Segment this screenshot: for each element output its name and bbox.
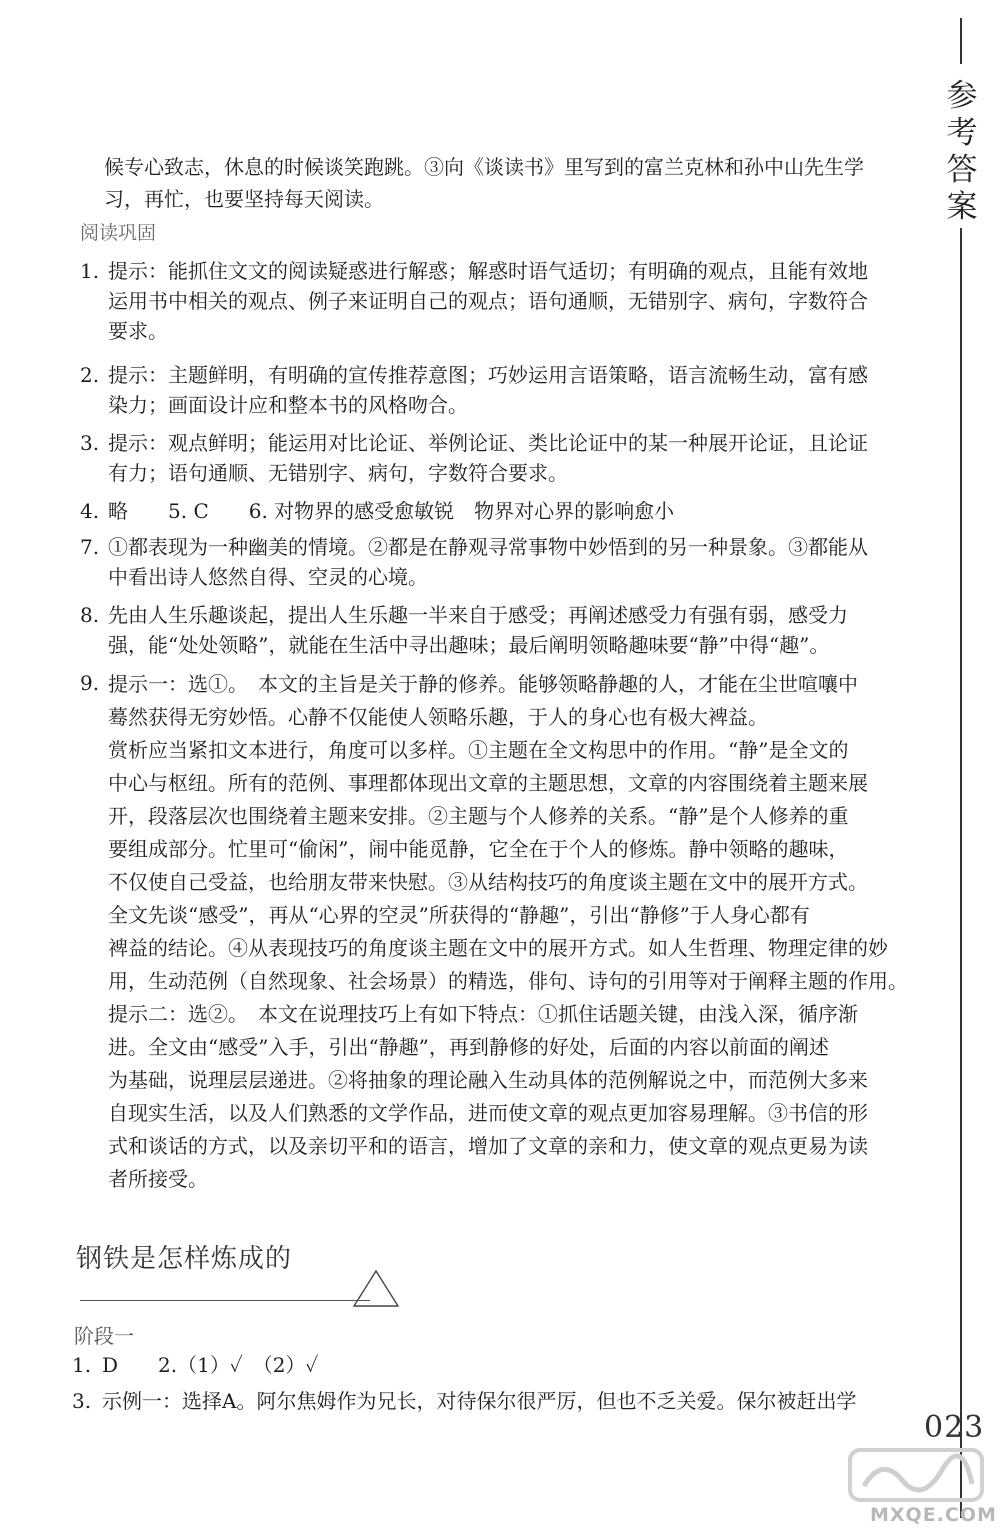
item-number: 3. — [72, 1389, 92, 1413]
item-line: 为基础，说理层层递进。②将抽象的理论融入生动具体的范例解说之中，而范例大多来 — [108, 1068, 868, 1092]
item-line: 强，能“处处领略”，就能在生活中寻出趣味；最后阐明领略趣味要“静”中得“趣”。 — [108, 633, 830, 657]
item-line: 开，段落层次也围绕着主题来安排。②主题与个人修养的关系。“静”是个人修养的重 — [108, 804, 849, 828]
item-line: 式和谈话的方式，以及亲切平和的语言，增加了文章的亲和力，使文章的观点更易为读 — [108, 1134, 868, 1158]
item-line: 蓦然获得无穷妙悟。心静不仅能使人领略乐趣，于人的身心也有极大裨益。 — [108, 705, 768, 729]
chapter-rule — [80, 1300, 370, 1301]
side-rule-bottom — [960, 228, 962, 1518]
side-tab-title — [942, 78, 982, 226]
item-number: 1. — [80, 259, 100, 283]
item-number: 4. — [80, 499, 100, 523]
item-line: 有力；语句通顺、无错别字、病句，字数符合要求。 — [108, 461, 568, 485]
answer-line: 示例一：选择A。阿尔焦姆作为兄长，对待保尔很严厉，但也不乏关爱。保尔被赶出学 — [102, 1389, 857, 1413]
item-number: 8. — [80, 603, 100, 627]
side-tab-char: 考 — [946, 115, 978, 151]
item-line: 自现实生活，以及人们熟悉的文学作品，进而使文章的观点更加容易理解。③书信的形 — [108, 1101, 868, 1125]
triangle-icon — [350, 1268, 402, 1310]
item-line: 者所接受。 — [108, 1167, 208, 1191]
chapter-title: 钢铁是怎样炼成的 — [76, 1244, 293, 1274]
page-number: 023 — [924, 1410, 985, 1445]
item-line: 要组成部分。忙里可“偷闲”，闹中能觅静，它全在于个人的修炼。静中领略的趣味， — [108, 837, 849, 861]
item-line: 略 5. C 6. 对物界的感受愈敏锐 物界对心界的影响愈小 — [108, 499, 675, 523]
item-line: 要求。 — [108, 319, 168, 343]
watermark-text: MXQE.COM — [870, 1504, 997, 1526]
item-line: 中看出诗人悠然自得、空灵的心境。 — [108, 565, 428, 589]
item-line: 先由人生乐趣谈起，提出人生乐趣一半来自于感受；再阐述感受力有强有弱，感受力 — [108, 603, 848, 627]
item-line: 运用书中相关的观点、例子来证明自己的观点；语句通顺，无错别字、病句，字数符合 — [108, 289, 868, 313]
answer-line: D 2.（1）✓ （2）✓ — [102, 1353, 319, 1377]
section-title: 阅读巩固 — [80, 222, 157, 244]
item-line: 染力；画面设计应和整本书的风格吻合。 — [108, 393, 468, 417]
intro-line: 习，再忙，也要坚持每天阅读。 — [104, 187, 384, 211]
item-line: ①都表现为一种幽美的情境。②都是在静观寻常事物中妙悟到的另一种景象。③都能从 — [108, 535, 868, 559]
item-line: 赏析应当紧扣文本进行，角度可以多样。①主题在全文构思中的作用。“静”是全文的 — [108, 738, 849, 762]
item-number: 3. — [80, 431, 100, 455]
item-line: 不仅使自己受益，也给朋友带来快慰。③从结构技巧的角度谈主题在文中的展开方式。 — [108, 870, 868, 894]
side-tab-char: 答 — [946, 152, 978, 188]
item-line: 提示二：选②。 本文在说理技巧上有如下特点：①抓住话题关键，由浅入深，循序渐 — [108, 1002, 858, 1026]
item-number: 2. — [80, 363, 100, 387]
item-line: 提示：能抓住文文的阅读疑惑进行解惑；解惑时语气适切；有明确的观点，且能有效地 — [108, 259, 868, 283]
side-tab-char: 案 — [946, 189, 978, 225]
intro-line: 候专心致志，休息的时候谈笑跑跳。③向《谈读书》里写到的富兰克林和孙中山先生学 — [104, 155, 864, 179]
item-number: 1. — [72, 1353, 92, 1377]
item-line: 全文先谈“感受”，再从“心界的空灵”所获得的“静趣”，引出“静修”于人身心都有 — [108, 903, 810, 927]
stage-title: 阶段一 — [74, 1324, 134, 1348]
item-line: 裨益的结论。④从表现技巧的角度谈主题在文中的展开方式。如人生哲理、物理定律的妙 — [108, 936, 888, 960]
item-number: 9. — [80, 671, 100, 695]
item-line: 用，生动范例（自然现象、社会场景）的精选，俳句、诗句的引用等对于阐释主题的作用。 — [108, 969, 908, 993]
item-line: 提示：观点鲜明；能运用对比论证、举例论证、类比论证中的某一种展开论证，且论证 — [108, 431, 868, 455]
item-line: 提示：主题鲜明，有明确的宣传推荐意图；巧妙运用言语策略，语言流畅生动，富有感 — [108, 363, 868, 387]
item-line: 中心与枢纽。所有的范例、事理都体现出文章的主题思想，文章的内容围绕着主题来展 — [108, 771, 868, 795]
item-number: 7. — [80, 535, 100, 559]
item-line: 进。全文由“感受”入手，引出“静趣”，再到静修的好处，后面的内容以前面的阐述 — [108, 1035, 829, 1059]
side-tab-char: 参 — [946, 78, 978, 114]
item-line: 提示一：选①。 本文的主旨是关于静的修养。能够领略静趣的人，才能在尘世喧嚷中 — [108, 672, 858, 696]
side-rule-top — [960, 18, 962, 64]
